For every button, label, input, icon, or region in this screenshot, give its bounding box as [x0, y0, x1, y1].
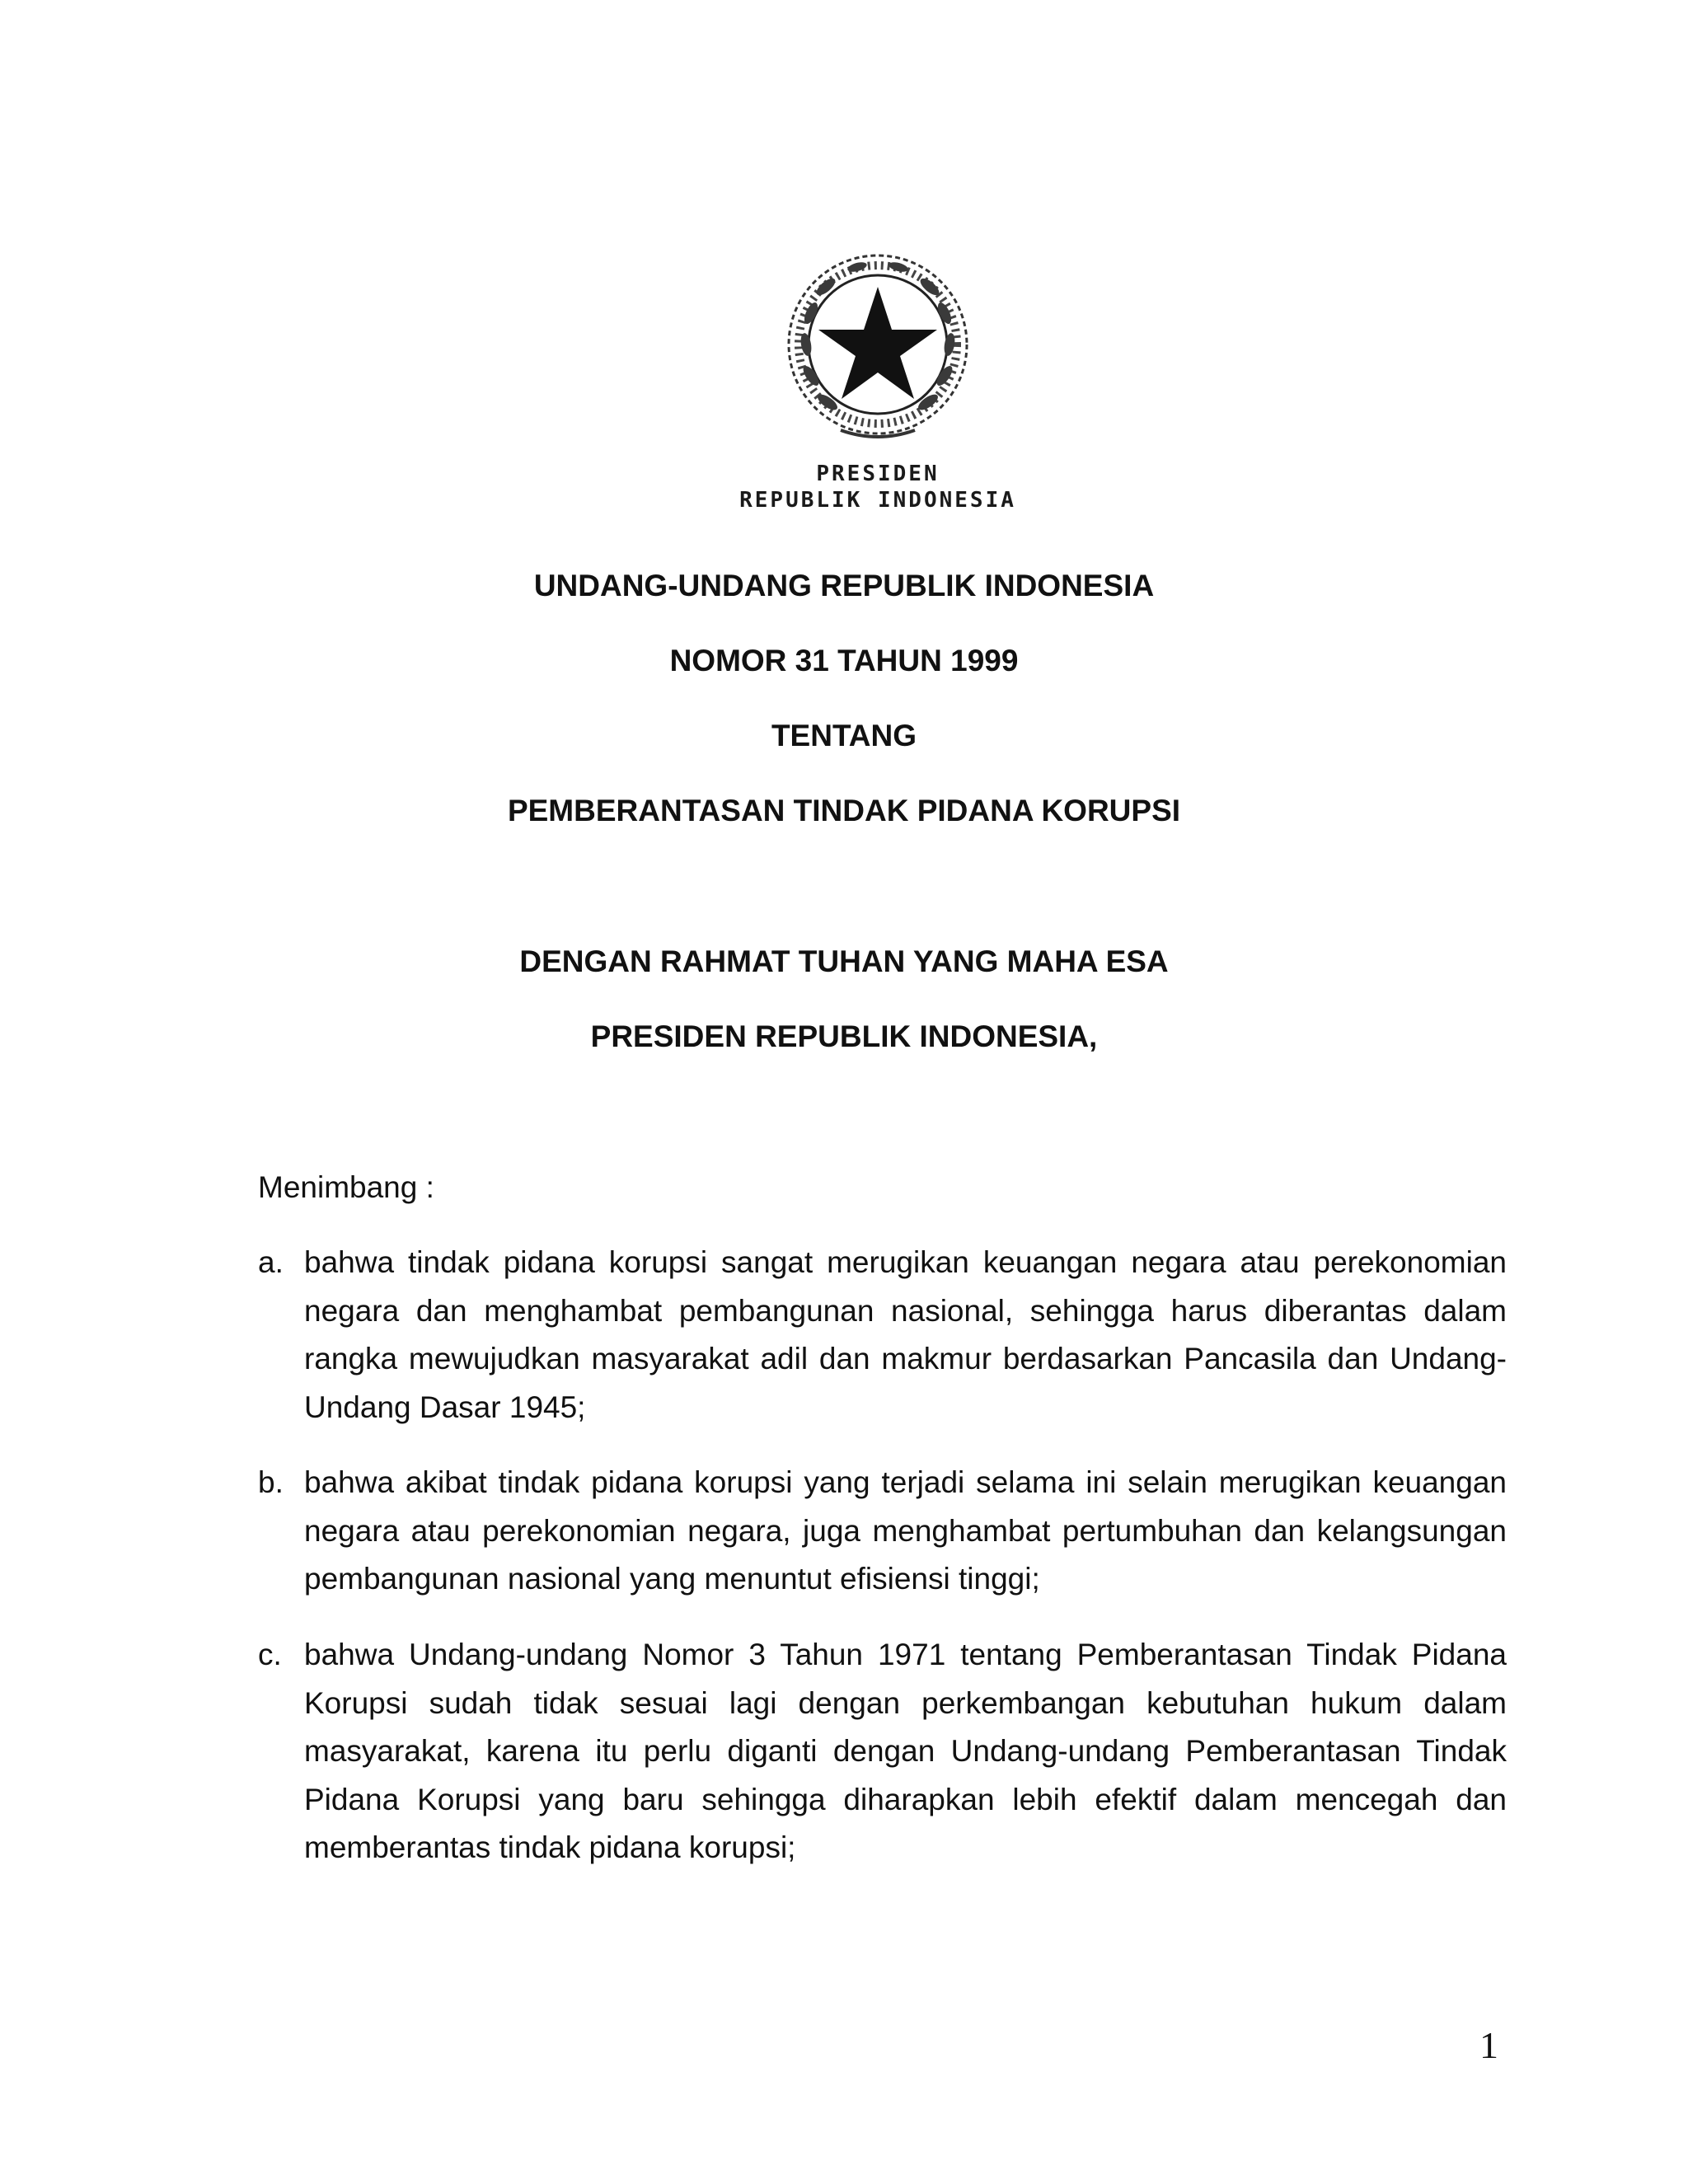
- star-wreath-emblem-icon: [775, 247, 981, 453]
- emblem-caption-president: PRESIDEN: [816, 462, 940, 486]
- clause-marker: c.: [258, 1638, 282, 1671]
- president-line: PRESIDEN REPUBLIK INDONESIA,: [590, 1019, 1098, 1053]
- law-title: UNDANG-UNDANG REPUBLIK INDONESIA: [533, 569, 1155, 602]
- law-number: NOMOR 31 TAHUN 1999: [669, 644, 1019, 677]
- considering-label: Menimbang :: [258, 1170, 434, 1204]
- emblem-caption-republic: REPUBLIK INDONESIA: [739, 488, 1016, 513]
- clause-marker: b.: [258, 1465, 284, 1499]
- law-subject: PEMBERANTASAN TINDAK PIDANA KORUPSI: [507, 794, 1181, 827]
- clause-b: [258, 1459, 1507, 1604]
- clause-a: [258, 1239, 1507, 1432]
- clause-text: bahwa akibat tindak pidana korupsi yang terjadi selama ini selain merugikan keuangan negara atau perekonomian negara, juga menghambat pertumbuhan dan kelangsungan pembangunan nasional yang menuntut efisiensi tinggi;: [304, 1465, 1507, 1596]
- clause-c: [258, 1631, 1507, 1872]
- clause-text: bahwa Undang-undang Nomor 3 Tahun 1971 tentang Pemberantasan Tindak Pidana Korupsi sudah tidak sesuai lagi dengan perkembangan kebutuhan hukum dalam masyarakat, karena itu perlu diganti dengan Undang-undang Pemberantasan Tindak Pidana Korupsi yang baru sehingga diharapkan lebih efektif dalam mencegah dan memberantas tindak pidana korupsi;: [304, 1638, 1507, 1864]
- page-number: 1: [1479, 2024, 1498, 2066]
- law-about: TENTANG: [771, 719, 917, 752]
- clause-text: bahwa tindak pidana korupsi sangat merugikan keuangan negara atau perekonomian negara dan menghambat pembangunan nasional, sehingga harus diberantas dalam rangka mewujudkan masyarakat adil dan makmur berdasarkan Pancasila dan Undang-Undang Dasar 1945;: [304, 1245, 1507, 1424]
- blessing-line: DENGAN RAHMAT TUHAN YANG MAHA ESA: [519, 944, 1169, 978]
- clause-marker: a.: [258, 1245, 284, 1279]
